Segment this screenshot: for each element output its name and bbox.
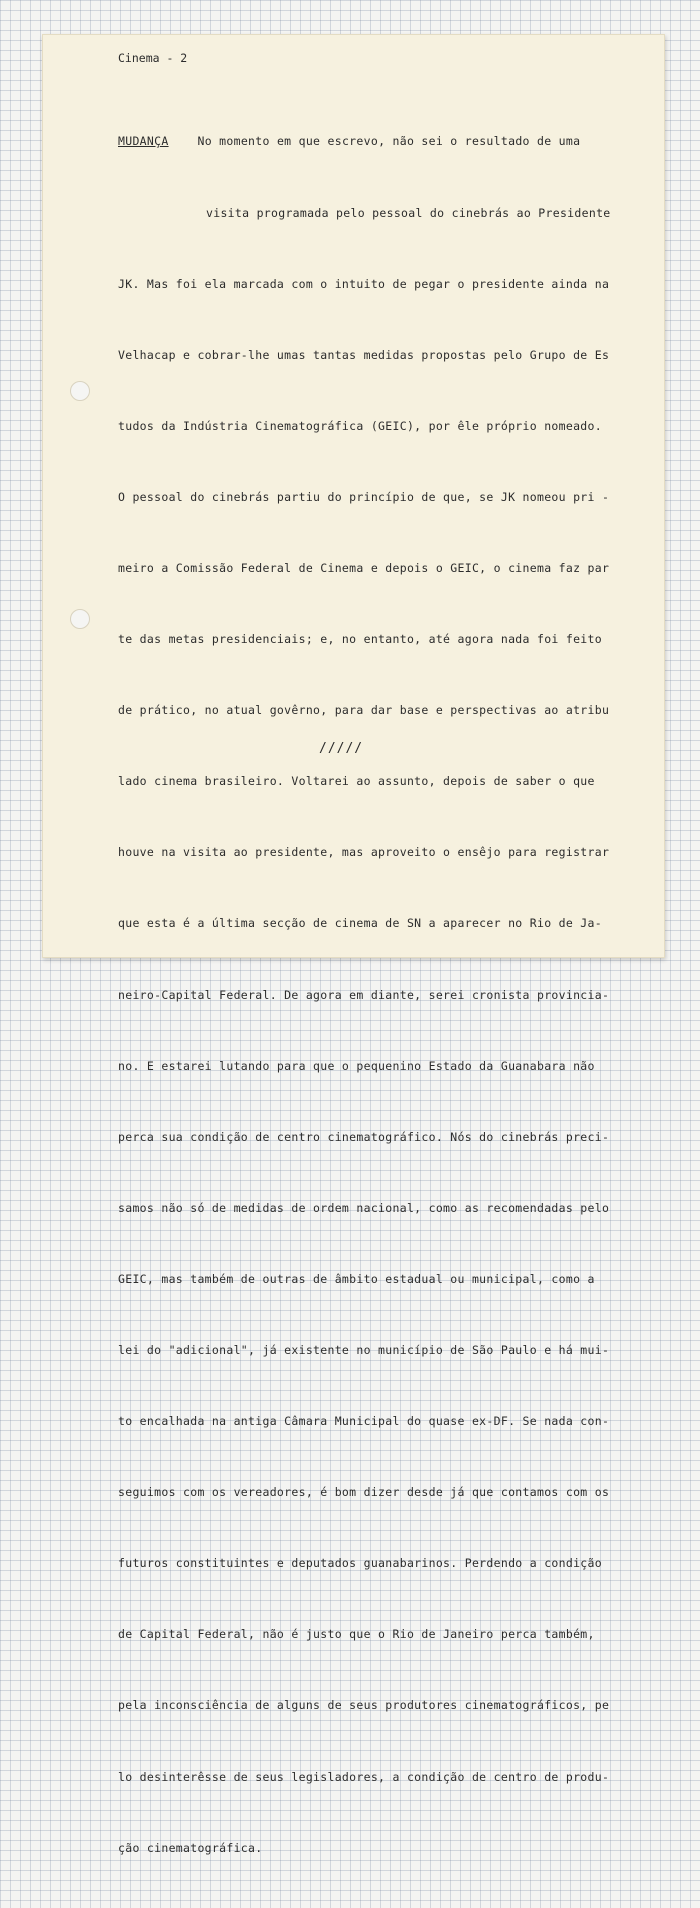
body-line: houve na visita ao presidente, mas aproveito o ensêjo para registrar [118,845,610,860]
body-line: No momento em que escrevo, não sei o resultado de uma [197,134,581,149]
end-mark: ///// [319,741,364,756]
body-line: GEIC, mas também de outras de âmbito estadual ou municipal, como a [118,1271,595,1286]
body-line: pela inconsciência de alguns de seus produtores cinematográficos, pe [118,1698,610,1713]
body-line: te das metas presidenciais; e, no entanto, até agora nada foi feito [118,632,602,647]
body-line: JK. Mas foi ela marcada com o intuito de pegar o presidente ainda na [118,276,610,291]
article-body [118,83,638,1908]
body-line: tudos da Indústria Cinematográfica (GEIC), por êle próprio nomeado. [118,418,602,433]
body-line: samos não só de medidas de ordem nacional, como as recomendadas pelo [118,1200,610,1215]
body-line: neiro-Capital Federal. De agora em diante, serei cronista provincia- [118,987,610,1002]
body-line: no. E estarei lutando para que o pequenino Estado da Guanabara não [118,1058,595,1073]
section-title: MUDANÇA [118,134,169,149]
body-line: lo desinterêsse de seus legisladores, a condição de centro de produ- [118,1769,610,1784]
body-line: de prático, no atual govêrno, para dar base e perspectivas ao atribu [118,703,610,718]
punch-hole [70,381,90,401]
body-line: Velhacap e cobrar-lhe umas tantas medidas propostas pelo Grupo de Es [118,347,610,362]
typewritten-page [42,34,665,1855]
body-line: futuros constituintes e deputados guanabarinos. Perdendo a condição [118,1556,602,1571]
body-line: perca sua condição de centro cinematográfico. Nós do cinebrás preci- [118,1129,610,1144]
first-line [118,130,638,154]
body-line: ção cinematográfica. [118,1840,263,1855]
body-line: visita programada pelo pessoal do cinebrás ao Presidente [206,205,611,220]
body-line: meiro a Comissão Federal de Cinema e depois o GEIC, o cinema faz par [118,560,610,575]
body-line: que esta é a última secção de cinema de SN a aparecer no Rio de Ja- [118,916,602,931]
body-line: seguimos com os vereadores, é bom dizer desde já que contamos com os [118,1485,610,1500]
body-line: lado cinema brasileiro. Voltarei ao assunto, depois de saber o que [118,774,595,789]
body-line: to encalhada na antiga Câmara Municipal do quase ex-DF. Se nada con- [118,1414,610,1429]
body-line: lei do "adicional", já existente no município de São Paulo e há mui- [118,1343,610,1357]
page-header: Cinema - 2 [118,51,188,65]
body-line: O pessoal do cinebrás partiu do princípio de que, se JK nomeou pri - [118,489,610,504]
body-line: de Capital Federal, não é justo que o Rio de Janeiro perca também, [118,1627,595,1642]
punch-hole [70,609,90,629]
